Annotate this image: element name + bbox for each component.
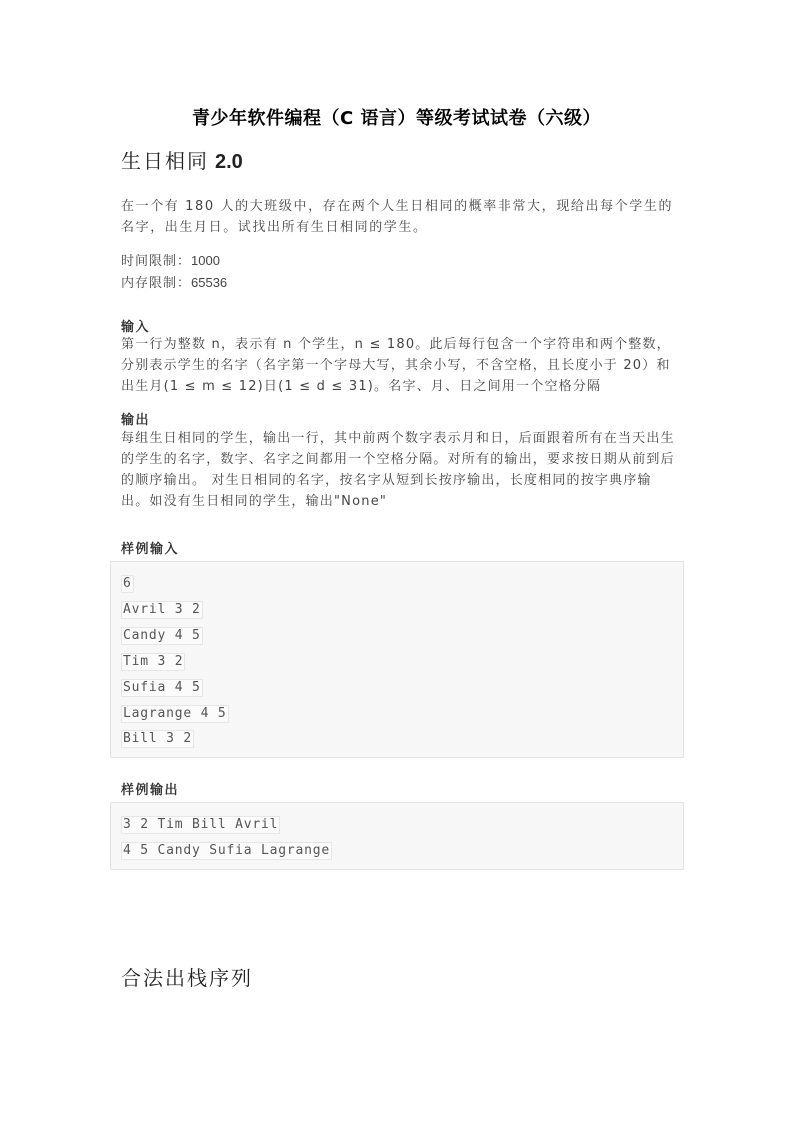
input-heading: 输入 (121, 320, 151, 335)
memory-limit-value: 65536 (191, 275, 228, 290)
sample-input-heading: 样例输入 (121, 542, 180, 557)
sample-output-heading: 样例输出 (121, 783, 180, 798)
time-limit-value: 1000 (191, 253, 220, 268)
problem-title (121, 145, 243, 174)
problem-description: 在一个有 180 人的大班级中，存在两个人生日相同的概率非常大，现给出每个学生的名字，出生月日。试找出所有生日相同的学生。 (121, 199, 674, 235)
sample-output-line: 4 5 Candy Sufia Lagrange (123, 843, 331, 858)
document-title: 青少年软件编程（C 语言）等级考试试卷（六级） (192, 108, 601, 129)
output-description: 每组生日相同的学生，输出一行，其中前两个数字表示月和日，后面跟着所有在当天出生的学生的名字，数字、名字之间都用一个空格分隔。对所有的输出，要求按日期从前到后的顺序输出。 对生日相同的名字，按名字从短到长按序输出，长度相同的按字典序输出。如没有生日相同的学生，输出"None" (121, 431, 675, 509)
next-problem-title: 合法出栈序列 (121, 966, 253, 990)
sample-input-line: Sufia 4 5 (123, 680, 201, 695)
memory-limit (121, 272, 227, 291)
sample-output-box (110, 802, 684, 870)
time-limit-label: 时间限制： (121, 254, 192, 269)
memory-limit-label: 内存限制： (121, 276, 192, 291)
sample-input-box (110, 561, 684, 758)
sample-input-line: Avril 3 2 (123, 602, 201, 617)
sample-input-line: Candy 4 5 (123, 628, 201, 643)
sample-input-line: Lagrange 4 5 (123, 706, 227, 721)
time-limit (121, 250, 220, 269)
sample-input-line: 6 (123, 576, 132, 591)
sample-input-line: Bill 3 2 (123, 731, 193, 746)
problem-version: 2.0 (215, 151, 243, 173)
problem-name: 生日相同 (121, 149, 209, 173)
sample-input-line: Tim 3 2 (123, 654, 184, 669)
output-heading: 输出 (121, 413, 151, 428)
sample-output-line: 3 2 Tim Bill Avril (123, 817, 279, 832)
input-description: 第一行为整数 n，表示有 n 个学生，n ≤ 180。此后每行包含一个字符串和两个整数，分别表示学生的名字（名字第一个字母大写，其余小写，不含空格，且长度小于 20）和出生月(1 ≤ m ≤ 12)日(1 ≤ d ≤ 31)。名字、月、日之间用一个空格分隔 (121, 337, 671, 394)
